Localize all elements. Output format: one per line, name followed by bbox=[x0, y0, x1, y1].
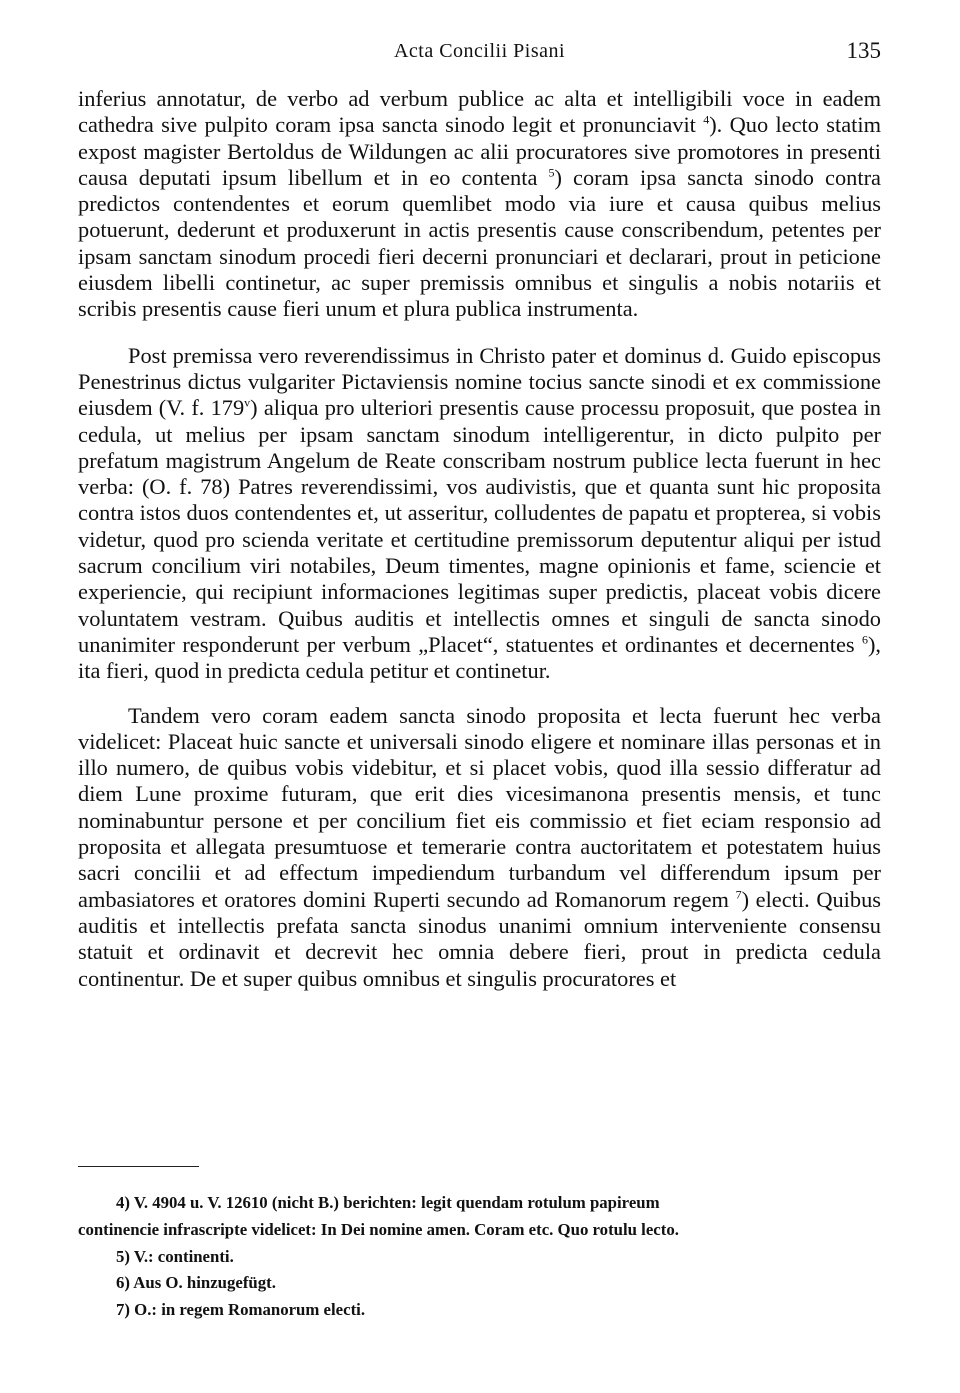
page bbox=[78, 36, 881, 992]
footnote-ref-7: 7 bbox=[735, 887, 742, 902]
footnote-5: 5) V.: continenti. bbox=[116, 1246, 234, 1266]
verso-mark: v bbox=[244, 395, 251, 410]
footnote-6: 6) Aus O. hinzugefügt. bbox=[116, 1273, 276, 1293]
footnote-ref-4: 4 bbox=[703, 112, 710, 127]
footnote-4-line-2: continencie infrascripte videlicet: In Dei nomine amen. Coram etc. Quo rotulu lecto. bbox=[78, 1219, 679, 1239]
paragraph-1-part-2: ). Quo lecto statim expost magister Bertoldus de Wildungen ac alii procuratores sive promotores in presenti causa deputati ipsum libellum et in eo contenta bbox=[78, 112, 882, 190]
paragraph-1-part-3: ) coram ipsa sancta sinodo contra predictos contendentes et eorum quemlibet modo via iure et causa quibus melius potuerunt, dederunt et produxerunt in actis presentis cause conscribendum, petentes per ipsam sanctam sinodum procedi fieri decerni pronunciari et declarari, prout in peticione eiusdem libelli continetur, ac super premissis omnibus et singulis a nobis notariis et scribis presentis cause fieri unum et plura publica instrumenta. bbox=[78, 164, 881, 322]
running-title: Acta Concilii Pisani bbox=[393, 40, 566, 62]
footnote-divider bbox=[78, 1166, 199, 1167]
paragraph-1 bbox=[78, 86, 881, 323]
page-number: 135 bbox=[846, 38, 881, 63]
page-header bbox=[78, 36, 881, 68]
footnotes bbox=[78, 1190, 881, 1324]
paragraph-3-part-1: Tandem vero coram eadem sancta sinodo proposita et lecta fuerunt hec verba videlicet: Placeat huic sancte et universali sinodo eligere et nominare illas personas et in illo numero, de quibus vobis videbitur, et si placet vobis, quod illa sessio differatur ad diem Lune proxime futuram, que erit dies vicesimanona presentis mensis, et tunc nominabuntur persone et per concilium fiet eis commissio et fiet eciam responsio ad proposita et allegata presumtuose et temerarie contra auctoritatem et potestatem huius sacri concilii et ad effectum impediendum turbandum vel differendum ipsum per ambasiatores et oratores domini Ruperti secundo ad Romanorum regem bbox=[78, 702, 881, 912]
paragraph-1-part-1: inferius annotatur, de verbo ad verbum publice ac alta et intelligibili voce in eadem cathedra sive pulpito coram ipsa sancta sinodo legit et pronunciavit bbox=[78, 86, 881, 138]
footnote-7: 7) O.: in regem Romanorum electi. bbox=[116, 1300, 366, 1320]
paragraph-2 bbox=[78, 343, 881, 685]
footnote-ref-5: 5 bbox=[548, 165, 555, 180]
paragraph-3 bbox=[78, 703, 881, 992]
paragraph-2-part-1: Post premissa vero reverendissimus in Christo pater et dominus d. Guido episcopus Penestrinus dictus vulgariter Pictaviensis nomine tocius sancte sinodi et ex commissione eiusdem (V. f. 179 bbox=[78, 342, 881, 421]
paragraph-2-part-2: ) aliqua pro ulteriori presentis cause processu proposuit, que postea in cedula, ut melius per ipsam sanctam sinodum intelligerentur, in dicto pulpito per prefatum magistrum Angelum de Reate conscribam nostrum publice lecta fuerunt in hec verba: (O. f. 78) Patres reverendissimi, vos audivistis, que et quanta sunt hic proposita contra istos duos contendentes et, ut asseritur, colludentes de papatu et propterea, si vobis videtur, quod pro scienda veritate et certitudine premissorum deputentur aliqui per istud sacrum concilium viri notabiles, Deum timentes, magne opinionis et fame, sciencie et experiencie, qui recipiunt informaciones legitimas super predictis, placeat vobis dicere voluntatem vestram. Quibus auditis et intellectis omnes et singuli de sancta sinodo unanimiter responderunt per verbum „Placet“, statuentes et ordinantes et decernentes bbox=[78, 395, 882, 657]
body-text bbox=[78, 86, 881, 992]
footnote-4-line-1: 4) V. 4904 u. V. 12610 (nicht B.) berichten: legit quendam rotulum papireum bbox=[116, 1193, 660, 1212]
paragraph-3-part-2: ) electi. Quibus auditis et intellectis prefata sancta sinodus unanimi omnium interveniente consensu statuit et ordinavit et decrevit hec omnia debere fieri, prout in predicta cedula continentur. De et super quibus omnibus et singulis procuratores et bbox=[78, 886, 882, 991]
footnote-ref-6: 6 bbox=[861, 632, 868, 647]
paragraph-2-part-3: ), ita fieri, quod in predicta cedula petitur et continetur. bbox=[78, 631, 881, 684]
